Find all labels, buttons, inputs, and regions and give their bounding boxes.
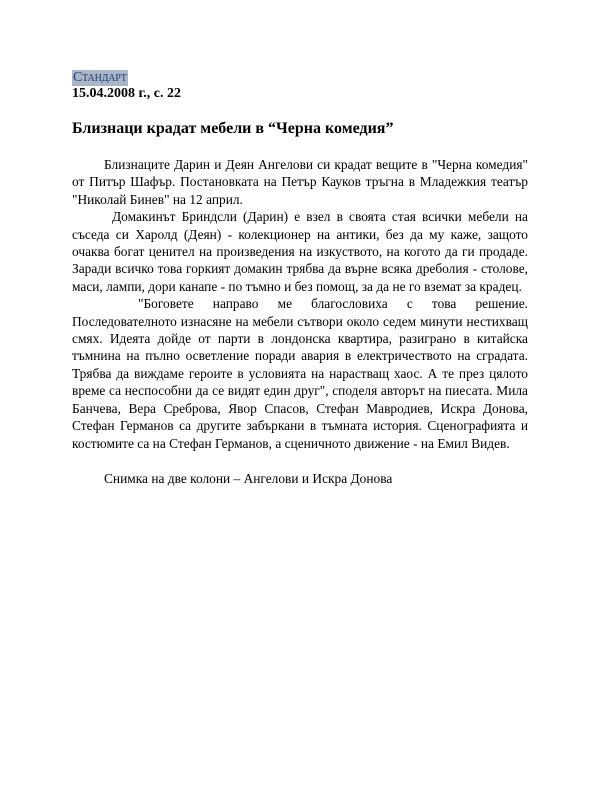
photo-caption: Снимка на две колони – Ангелови и Искра Донова bbox=[104, 470, 393, 486]
source-line bbox=[72, 68, 528, 86]
article-body bbox=[72, 156, 528, 452]
paragraph: Домакинът Бриндсли (Дарин) е взел в своята стая всички мебели на съседа си Харолд (Деян) - колекционер на антики, без да му каже, защото очаква богат ценител на произведения на изкуството, на когото да ги продаде. Заради всичко това горкият домакин трябва да върне всяка дреболия - столове, маси, лампи, дори канапе - по тъмно и без помощ, за да не го вземат за крадец. bbox=[72, 209, 528, 294]
paragraph: "Боговете направо ме благословиха с това решение. Последователното изнасяне на мебели сътвори около седем минути нестихващ смях. Идеята дойде от парти в лондонска квартира, разиграно в китайска тъмнина на пълно осветление поради авария в електричеството на сградата. Трябва да виждаме героите в условията на нарастващ хаос. А те през цялото време са неспособни да се видят един друг", споделя авторът на пиесата. Мила Банчева, Вера Среброва, Явор Спасов, Стефан Мавродиев, Искра Донова, Стефан Германов са другите забъркани в тъмната история. Сценографията и костюмите са на Стефан Германов, а сценичното движение - на Емил Видев. bbox=[72, 296, 528, 451]
headline: Близнаци крадат мебели в “Черна комедия” bbox=[72, 120, 394, 137]
dateline: 15.04.2008 г., с. 22 bbox=[72, 86, 181, 101]
paragraph: Близнаците Дарин и Деян Ангелови си крадат вещите в "Черна комедия" от Питър Шафър. Постановката на Петър Кауков тръгна в Младежкия театър "Николай Бинев" на 12 април. bbox=[72, 157, 528, 207]
article bbox=[72, 68, 528, 487]
source-name: Стандарт bbox=[73, 70, 127, 85]
